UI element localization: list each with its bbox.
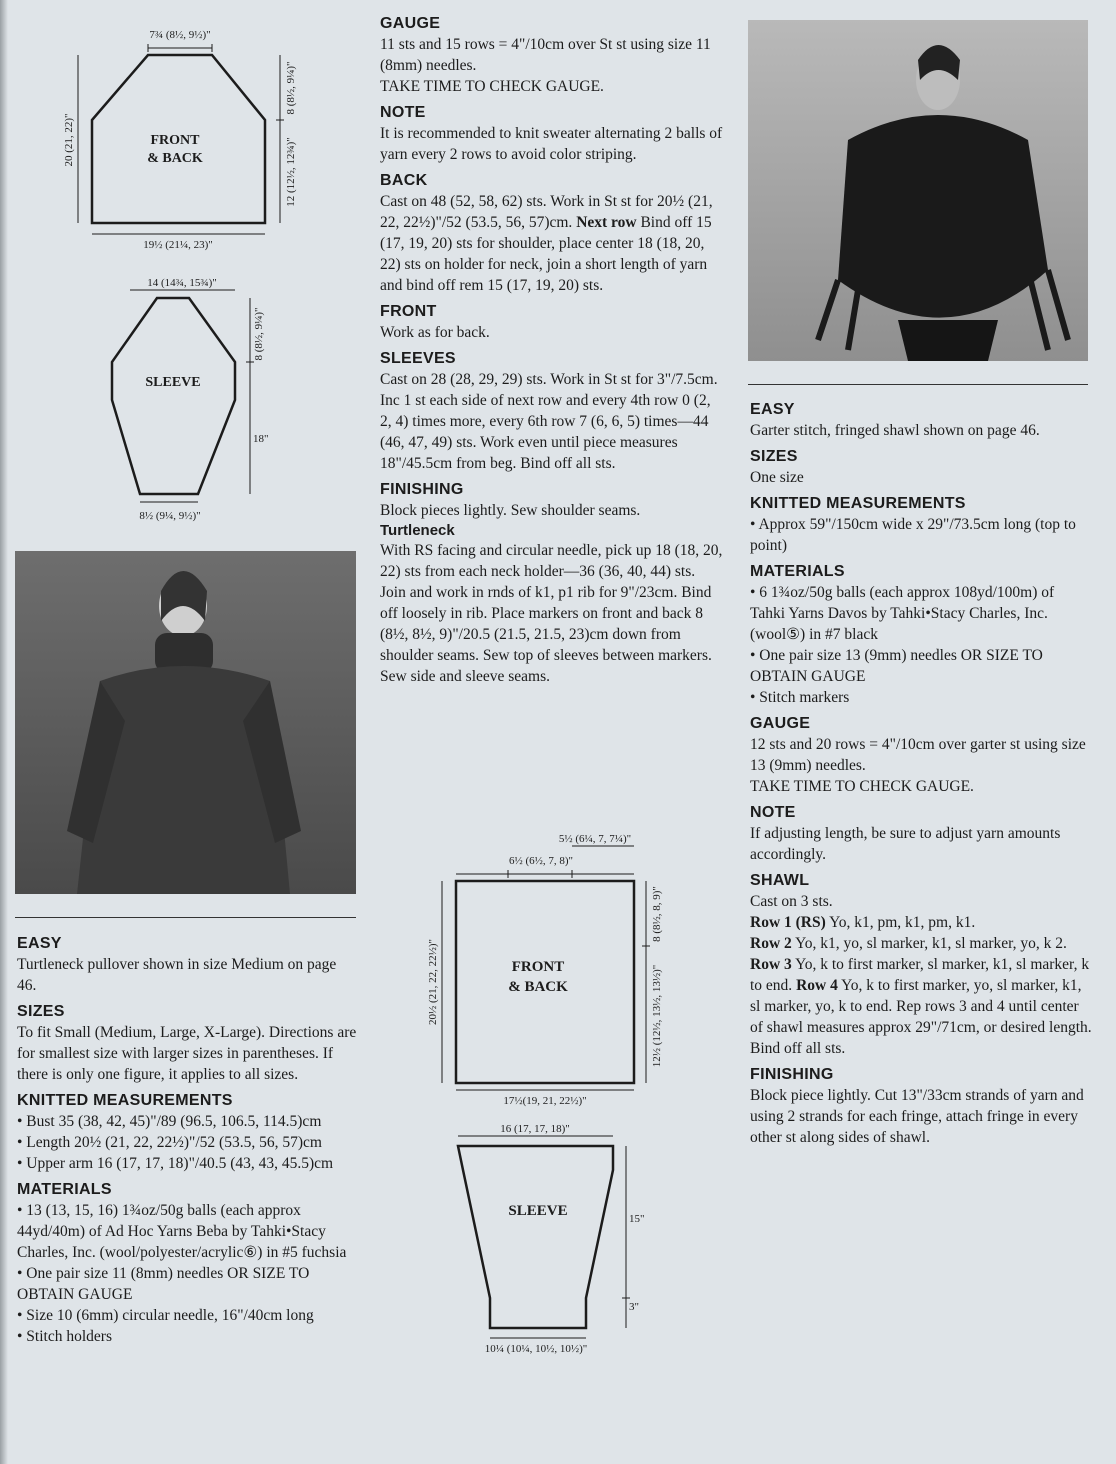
sl2-right-lower-measure: 3": [629, 1301, 639, 1313]
fb2-right-upper-measure: 8 (8½, 8, 9)": [651, 886, 663, 942]
pullover-km-head: KNITTED MEASUREMENTS: [17, 1092, 233, 1109]
pullover-km-upperarm: • Upper arm 16 (17, 17, 18)"/40.5 (43, 43, 45.5)cm: [17, 1155, 334, 1172]
sl1-right-upper-measure: 8 (8½, 9¼)": [253, 307, 265, 361]
pullover-sizes-head: SIZES: [17, 1003, 65, 1020]
shawl-right-column: [750, 394, 1092, 1148]
shawl-row1-label: Row 1 (RS): [750, 914, 826, 931]
pullover-front-text: Work as for back.: [380, 324, 490, 341]
pullover-gauge-text: 11 sts and 15 rows = 4"/10cm over St st using size 11 (8mm) needles.: [380, 36, 711, 74]
shawl-materials-markers: • Stitch markers: [750, 689, 850, 706]
shawl-row4-label: Row 4: [796, 977, 838, 994]
pullover-back-text1: Cast on 48 (52, 58, 62) sts. Work in St st for 20½ (21, 22, 22½)"/52 (53.5, 56, 57)cm.: [380, 193, 713, 231]
fb1-label-back: & BACK: [147, 151, 203, 166]
shawl-note-text: If adjusting length, be sure to adjust yarn amounts accordingly.: [750, 825, 1061, 863]
sl1-right-lower-measure: 18": [253, 433, 269, 445]
shawl-row4-text: Yo, k to first marker, yo, sl marker, k1, sl marker, yo, k to end. Rep rows 3 and 4 until center of shawl measures approx 29"/71cm, or desired length. Bind off all sts.: [750, 977, 1092, 1057]
sl1-bottom-measure: 8½ (9¼, 9½)": [139, 510, 201, 522]
shawl-row2-label: Row 2: [750, 935, 792, 952]
pullover-front-head: FRONT: [380, 303, 437, 320]
fb1-right-upper-measure: 8 (8½, 9¼)": [285, 61, 297, 115]
pullover-materials-circular: • Size 10 (6mm) circular needle, 16"/40cm long: [17, 1307, 314, 1324]
sl2-right-upper-measure: 15": [629, 1213, 645, 1225]
shawl-row3-text: Yo, k to first marker, sl marker, k1, sl marker, k to end.: [750, 956, 1090, 994]
fb2-top-outer-measure: 5½ (6¼, 7, 7¼)": [558, 833, 632, 845]
shawl-photo: [748, 20, 1088, 361]
shawl-row2-text: Yo, k1, yo, sl marker, k1, sl marker, yo, k 2.: [795, 935, 1067, 952]
fb1-bottom-measure: 19½ (21¼, 23)": [143, 239, 213, 251]
pullover-back-head: BACK: [380, 172, 428, 189]
front-back-schematic-1: [40, 20, 340, 260]
sl2-bottom-measure: 10¼ (10¼, 10½, 10½)": [484, 1343, 588, 1355]
shawl-cast-on: Cast on 3 sts.: [750, 893, 833, 910]
sl2-label: SLEEVE: [508, 1203, 568, 1219]
shawl-km-head: KNITTED MEASUREMENTS: [750, 495, 966, 512]
pullover-materials-head: MATERIALS: [17, 1181, 112, 1198]
shawl-materials-needles: • One pair size 13 (9mm) needles OR SIZE TO OBTAIN GAUGE: [750, 647, 1043, 685]
pullover-figure-icon: [15, 551, 356, 894]
pullover-left-column: [17, 928, 357, 1347]
pullover-turtleneck-text: With RS facing and circular needle, pick up 18 (18, 20, 22) sts from each neck holder—36 (36, 40, 44) sts. Join and work in rnds of k1, p1 rib for 9"/23cm. Bind off loosely in rib. Place markers on front and back 8 (8½, 8½, 9)"/20.5 (21.5, 21.5, 23)cm down from shoulder seams. Sew top of sleeves between markers. Sew side and sleeve seams.: [380, 542, 723, 685]
sleeve-schematic-2: [440, 1118, 670, 1358]
left-divider: [15, 917, 356, 918]
shawl-sizes-head: SIZES: [750, 448, 798, 465]
pullover-turtleneck-head: Turtleneck: [380, 522, 455, 539]
pullover-back-paragraph: [380, 191, 723, 296]
pullover-materials-yarn: • 13 (13, 15, 16) 1¾oz/50g balls (each approx 44yd/40m) of Ad Hoc Yarns Beba by Tahki•Stacy Charles, Inc. (wool/polyester/acrylic⑥) in #5 fuchsia: [17, 1202, 347, 1261]
pullover-back-nextrow: Next row: [576, 214, 637, 231]
fb1-left-measure: 20 (21, 22)": [63, 113, 75, 167]
shawl-figure-icon: [748, 20, 1088, 361]
shawl-shawl-head: SHAWL: [750, 872, 810, 889]
pullover-sleeves-text: Cast on 28 (28, 29, 29) sts. Work in St st for 3"/7.5cm. Inc 1 st each side of next row and every 4th row 0 (2, 2, 4) times more, every 6th row 7 (6, 6, 5) times—44 (46, 47, 49) sts. Work even until piece measures 18"/45.5cm from beg. Bind off all sts.: [380, 371, 718, 472]
pullover-middle-column: [380, 14, 723, 687]
fb2-bottom-measure: 17½(19, 21, 22½)": [503, 1095, 587, 1107]
pullover-sizes-text: To fit Small (Medium, Large, X-Large). Directions are for smallest size with larger sizes in parentheses. If there is only one figure, it applies to all sizes.: [17, 1024, 357, 1083]
fb2-top-inner-measure: 6½ (6½, 7, 8)": [508, 855, 574, 867]
pullover-note-head: NOTE: [380, 104, 426, 121]
pullover-easy-head: EASY: [17, 935, 62, 952]
fb2-right-lower-measure: 12½ (12½, 13½, 13½)": [651, 964, 663, 1068]
shawl-finishing-text: Block piece lightly. Cut 13"/33cm strands of yarn and using 2 strands for each fringe, attach fringe in every other st along sides of shawl.: [750, 1087, 1084, 1146]
pullover-km-bust: • Bust 35 (38, 42, 45)"/89 (96.5, 106.5, 114.5)cm: [17, 1113, 322, 1130]
pullover-km-length: • Length 20½ (21, 22, 22½)"/52 (53.5, 56, 57)cm: [17, 1134, 322, 1151]
front-back-schematic-2: [420, 826, 690, 1110]
fb1-label-front: FRONT: [150, 133, 200, 148]
pullover-photo: [15, 551, 356, 894]
shawl-km-text: • Approx 59"/150cm wide x 29"/73.5cm long (top to point): [750, 516, 1076, 554]
shawl-row1-text: Yo, k1, pm, k1, pm, k1.: [829, 914, 976, 931]
shawl-materials-yarn: • 6 1¾oz/50g balls (each approx 108yd/100m) of Tahki Yarns Davos by Tahki•Stacy Charles, Inc. (wool⑤) in #7 black: [750, 584, 1055, 643]
shawl-sizes-text: One size: [750, 469, 804, 486]
shawl-materials-head: MATERIALS: [750, 563, 845, 580]
pullover-gauge-check: TAKE TIME TO CHECK GAUGE.: [380, 78, 604, 95]
fb1-top-measure: 7¾ (8½, 9½)": [149, 29, 211, 41]
sl1-top-measure: 14 (14¾, 15¾)": [147, 277, 217, 289]
pullover-materials-holders: • Stitch holders: [17, 1328, 112, 1345]
fb2-label-front: FRONT: [511, 959, 565, 975]
pullover-note-text: It is recommended to knit sweater alternating 2 balls of yarn every 2 rows to avoid color striping.: [380, 125, 723, 163]
fb1-right-lower-measure: 12 (12½, 12¾)": [285, 137, 297, 207]
sl2-top-measure: 16 (17, 17, 18)": [500, 1123, 570, 1135]
sleeve-schematic-1: [90, 272, 310, 530]
pullover-back-text2: Bind off 15 (17, 19, 20) sts for shoulder, place center 18 (18, 20, 22) sts on holder for neck, join a short length of yarn and bind off rem 15 (17, 19, 20) sts.: [380, 214, 712, 294]
shawl-gauge-head: GAUGE: [750, 715, 811, 732]
shawl-gauge-check: TAKE TIME TO CHECK GAUGE.: [750, 778, 974, 795]
shawl-easy-text: Garter stitch, fringed shawl shown on page 46.: [750, 422, 1040, 439]
pullover-easy-text: Turtleneck pullover shown in size Medium on page 46.: [17, 956, 337, 994]
pullover-finishing-head: FINISHING: [380, 481, 464, 498]
shawl-row3-label: Row 3: [750, 956, 792, 973]
fb2-label-back: & BACK: [508, 979, 568, 995]
shawl-gauge-text: 12 sts and 20 rows = 4"/10cm over garter st using size 13 (9mm) needles.: [750, 736, 1086, 774]
right-divider: [748, 384, 1088, 385]
fb2-left-measure: 20½ (21, 22, 22½)": [427, 938, 439, 1026]
shawl-rows-paragraph: [750, 912, 1092, 1059]
shawl-note-head: NOTE: [750, 804, 796, 821]
pullover-materials-needles: • One pair size 11 (8mm) needles OR SIZE TO OBTAIN GAUGE: [17, 1265, 310, 1303]
shawl-finishing-head: FINISHING: [750, 1066, 834, 1083]
sl1-label: SLEEVE: [145, 375, 201, 390]
pullover-sleeves-head: SLEEVES: [380, 350, 456, 367]
page-spine-shadow: [0, 0, 8, 1464]
pullover-gauge-head: GAUGE: [380, 15, 441, 32]
shawl-easy-head: EASY: [750, 401, 795, 418]
pullover-finishing-text: Block pieces lightly. Sew shoulder seams.: [380, 502, 641, 519]
